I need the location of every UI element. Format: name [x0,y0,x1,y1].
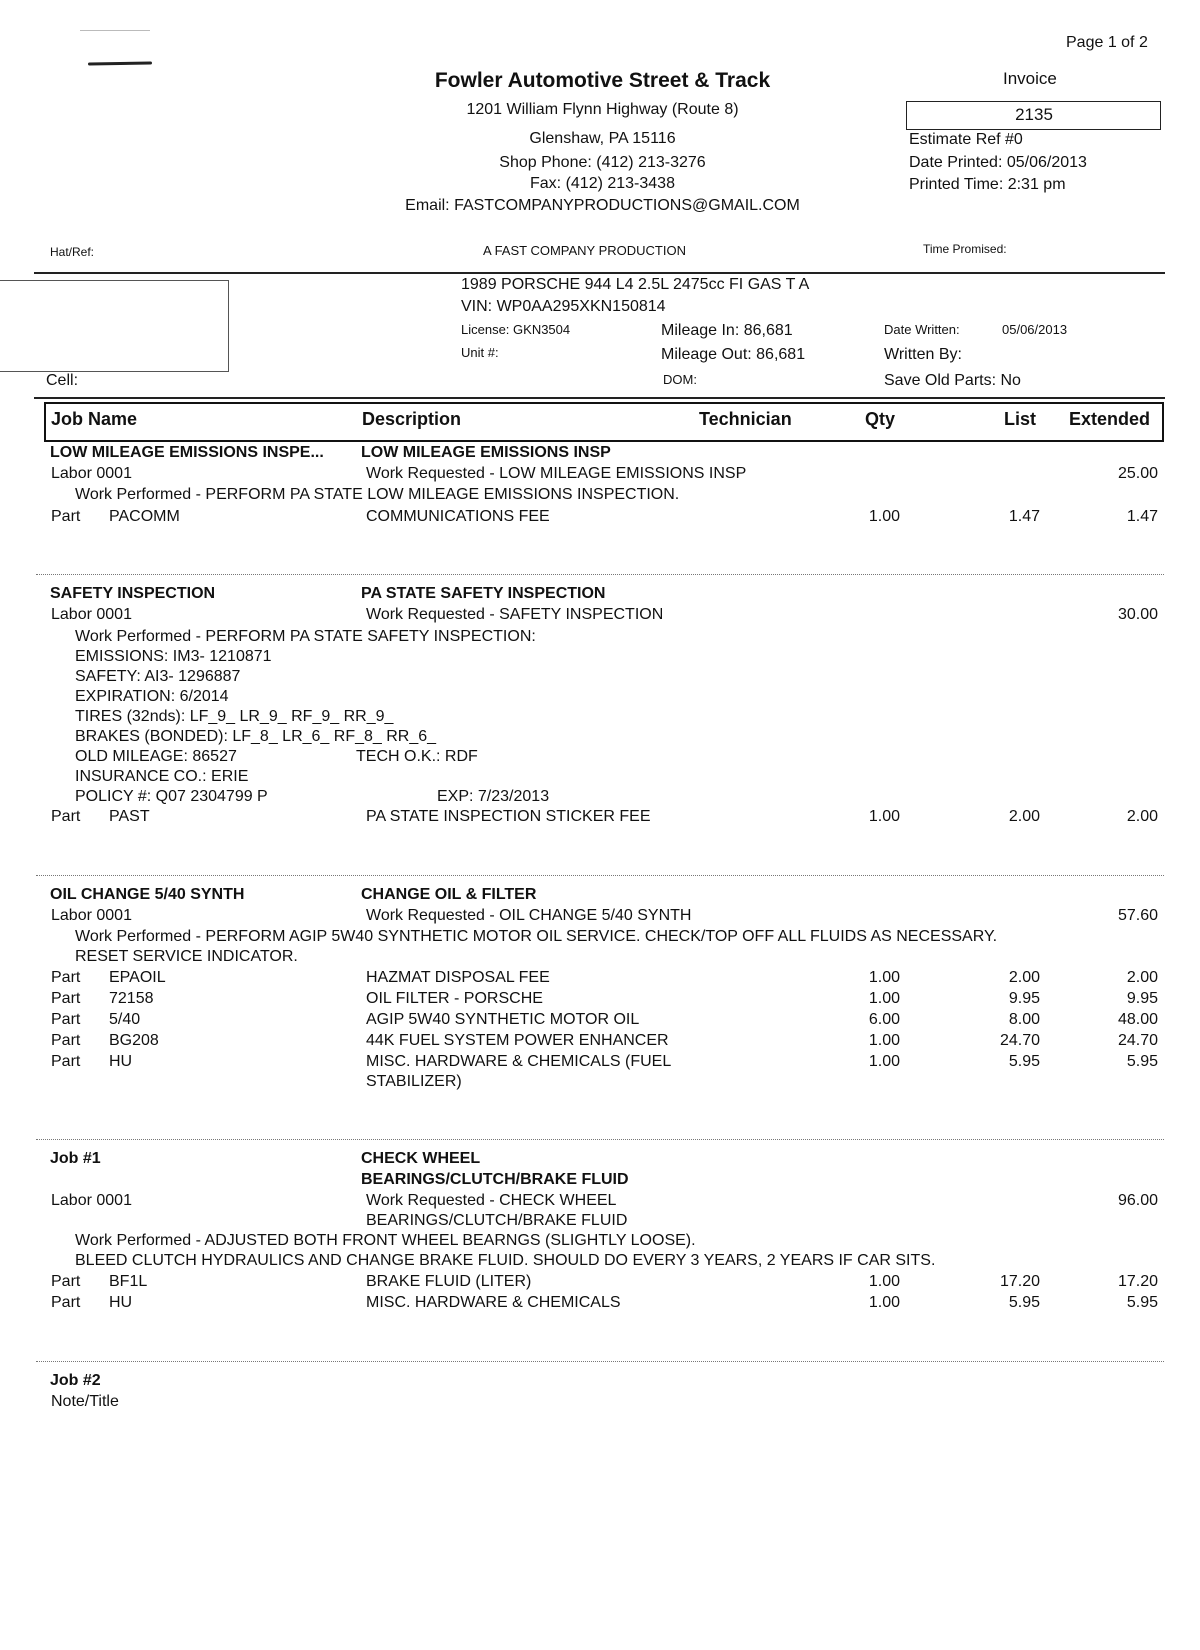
work-performed-line: BRAKES (BONDED): LF_8_ LR_6_ RF_8_ RR_6_ [75,728,437,745]
labor-label: Labor 0001 [51,907,132,924]
policy-expiration: EXP: 7/23/2013 [437,788,550,805]
part-description: PA STATE INSPECTION STICKER FEE [366,808,651,825]
job-separator [36,574,1164,575]
vehicle-license: License: GKN3504 [461,322,571,337]
mileage-in: Mileage In: 86,681 [661,322,793,339]
part-list: 17.20 [999,1273,1040,1290]
labor-extended: 96.00 [1117,1192,1158,1209]
part-description: BRAKE FLUID (LITER) [366,1273,532,1290]
part-extended: 17.20 [1117,1273,1158,1290]
hat-ref-label: Hat/Ref: [50,245,95,259]
col-technician: Technician [699,409,792,429]
work-performed-line: INSURANCE CO.: ERIE [75,768,249,785]
part-code: EPAOIL [109,969,166,986]
part-code: BG208 [109,1032,159,1049]
part-label: Part [51,508,81,525]
part-description-line: STABILIZER) [366,1073,462,1090]
part-extended: 1.47 [1126,508,1158,525]
col-description: Description [362,409,462,429]
part-list: 2.00 [1008,808,1040,825]
part-label: Part [51,808,81,825]
work-requested: Work Requested - LOW MILEAGE EMISSIONS INSP [366,465,747,482]
job-title-line: BEARINGS/CLUTCH/BRAKE FLUID [361,1171,629,1188]
part-label: Part [51,1053,81,1070]
work-performed-line: EMISSIONS: IM3- 1210871 [75,648,272,665]
work-performed-line: OLD MILEAGE: 86527 [75,748,237,765]
job-title: PA STATE SAFETY INSPECTION [361,585,606,602]
part-qty: 1.00 [868,1273,900,1290]
part-label: Part [51,969,81,986]
tagline: A FAST COMPANY PRODUCTION [483,243,686,258]
work-performed-line: EXPIRATION: 6/2014 [75,688,229,705]
part-extended: 5.95 [1126,1053,1158,1070]
col-job-name: Job Name [51,409,138,429]
part-list: 24.70 [999,1032,1040,1049]
vehicle-unit: Unit #: [461,345,499,360]
written-by: Written By: [884,346,962,363]
work-requested: Work Requested - SAFETY INSPECTION [366,606,664,623]
part-label: Part [51,1294,81,1311]
part-extended: 24.70 [1117,1032,1158,1049]
part-extended: 2.00 [1126,808,1158,825]
job-title: LOW MILEAGE EMISSIONS INSP [361,444,611,461]
part-code: BF1L [109,1273,148,1290]
part-description: MISC. HARDWARE & CHEMICALS (FUEL [366,1053,672,1070]
date-written: 05/06/2013 [1002,322,1068,337]
work-performed: Work Performed - PERFORM PA STATE SAFETY INSPECTION: [75,628,536,645]
labor-extended: 25.00 [1117,465,1158,482]
job-name: LOW MILEAGE EMISSIONS INSPE... [50,444,324,461]
part-qty: 1.00 [868,808,900,825]
job-name: Job #1 [50,1150,101,1167]
mileage-out: Mileage Out: 86,681 [661,346,806,363]
job-name: SAFETY INSPECTION [50,585,216,602]
tech-ok: TECH O.K.: RDF [356,748,478,765]
part-description: 44K FUEL SYSTEM POWER ENHANCER [366,1032,669,1049]
customer-box [0,280,229,372]
part-qty: 1.00 [868,508,900,525]
part-label: Part [51,1273,81,1290]
printed-time: Printed Time: 2:31 pm [909,176,1066,193]
part-label: Part [51,990,81,1007]
labor-extended: 30.00 [1117,606,1158,623]
part-label: Part [51,1032,81,1049]
part-description: AGIP 5W40 SYNTHETIC MOTOR OIL [366,1011,640,1028]
job-separator [36,1361,1164,1362]
part-list: 2.00 [1008,969,1040,986]
part-list: 5.95 [1008,1053,1040,1070]
part-list: 9.95 [1008,990,1040,1007]
work-requested: Work Requested - OIL CHANGE 5/40 SYNTH [366,907,692,924]
job-name: OIL CHANGE 5/40 SYNTH [50,886,245,903]
part-extended: 2.00 [1126,969,1158,986]
work-requested-line: BEARINGS/CLUTCH/BRAKE FLUID [366,1212,628,1229]
column-header-box [44,402,1164,442]
date-written-label: Date Written: [884,322,960,337]
part-extended: 48.00 [1117,1011,1158,1028]
part-description: HAZMAT DISPOSAL FEE [366,969,550,986]
job-title: CHANGE OIL & FILTER [361,886,537,903]
time-promised-label: Time Promised: [923,242,1007,256]
work-requested: Work Requested - CHECK WHEEL [366,1192,617,1209]
work-performed: Work Performed - PERFORM AGIP 5W40 SYNTHETIC MOTOR OIL SERVICE. CHECK/TOP OFF ALL FLUIDS AS NECESSARY. [75,928,998,945]
part-description: COMMUNICATIONS FEE [366,508,550,525]
work-performed-line: TIRES (32nds): LF_9_ LR_9_ RF_9_ RR_9_ [75,708,394,725]
part-code: PACOMM [109,508,180,525]
work-performed-line: POLICY #: Q07 2304799 P [75,788,268,805]
part-description: MISC. HARDWARE & CHEMICALS [366,1294,621,1311]
part-code: HU [109,1053,133,1070]
vehicle-description: 1989 PORSCHE 944 L4 2.5L 2475cc FI GAS T A [461,276,810,293]
part-list: 8.00 [1008,1011,1040,1028]
part-code: PAST [109,808,150,825]
shop-phone: Shop Phone: (412) 213-3276 [499,154,706,171]
shop-address: 1201 William Flynn Highway (Route 8) [466,101,739,118]
part-code: HU [109,1294,133,1311]
job-name: Job #2 [50,1372,101,1389]
shop-email: Email: FASTCOMPANYPRODUCTIONS@GMAIL.COM [405,197,800,214]
scribble-mark [80,30,150,31]
save-old-parts: Save Old Parts: No [884,372,1021,389]
pen-mark [88,61,152,65]
part-qty: 6.00 [868,1011,900,1028]
labor-label: Labor 0001 [51,606,132,623]
job-note: Note/Title [51,1393,119,1410]
part-qty: 1.00 [868,1294,900,1311]
part-list: 1.47 [1008,508,1040,525]
shop-name: Fowler Automotive Street & Track [434,69,771,92]
labor-label: Labor 0001 [51,465,132,482]
work-performed-line: SAFETY: AI3- 1296887 [75,668,241,685]
part-description: OIL FILTER - PORSCHE [366,990,543,1007]
cell-label: Cell: [46,372,79,389]
shop-fax: Fax: (412) 213-3438 [530,175,675,192]
part-qty: 1.00 [868,969,900,986]
part-code: 5/40 [109,1011,141,1028]
col-extended: Extended [1069,409,1151,429]
vehicle-vin: VIN: WP0AA295XKN150814 [461,298,666,315]
job-separator [36,875,1164,876]
job-title: CHECK WHEEL [361,1150,481,1167]
labor-extended: 57.60 [1117,907,1158,924]
date-printed: Date Printed: 05/06/2013 [909,154,1087,171]
part-code: 72158 [109,990,154,1007]
part-label: Part [51,1011,81,1028]
page-number: Page 1 of 2 [1066,34,1148,51]
part-list: 5.95 [1008,1294,1040,1311]
work-performed: Work Performed - ADJUSTED BOTH FRONT WHEEL BEARNGS (SLIGHTLY LOOSE). [75,1232,696,1249]
work-performed-line: RESET SERVICE INDICATOR. [75,948,298,965]
part-qty: 1.00 [868,1053,900,1070]
col-list: List [1004,409,1037,429]
part-qty: 1.00 [868,1032,900,1049]
part-extended: 9.95 [1126,990,1158,1007]
col-qty: Qty [865,409,896,429]
work-performed-line: BLEED CLUTCH HYDRAULICS AND CHANGE BRAKE FLUID. SHOULD DO EVERY 3 YEARS, 2 YEARS IF CAR SITS. [75,1252,936,1269]
vehicle-divider [34,397,1165,399]
job-separator [36,1139,1164,1140]
invoice-number: 2135 [1015,105,1053,124]
part-qty: 1.00 [868,990,900,1007]
estimate-ref: Estimate Ref #0 [909,131,1023,148]
labor-label: Labor 0001 [51,1192,132,1209]
work-performed: Work Performed - PERFORM PA STATE LOW MILEAGE EMISSIONS INSPECTION. [75,486,680,503]
invoice-label: Invoice [1003,69,1057,88]
shop-city: Glenshaw, PA 15116 [529,130,676,147]
part-extended: 5.95 [1126,1294,1158,1311]
header-divider [34,272,1165,274]
dom-label: DOM: [663,372,697,387]
